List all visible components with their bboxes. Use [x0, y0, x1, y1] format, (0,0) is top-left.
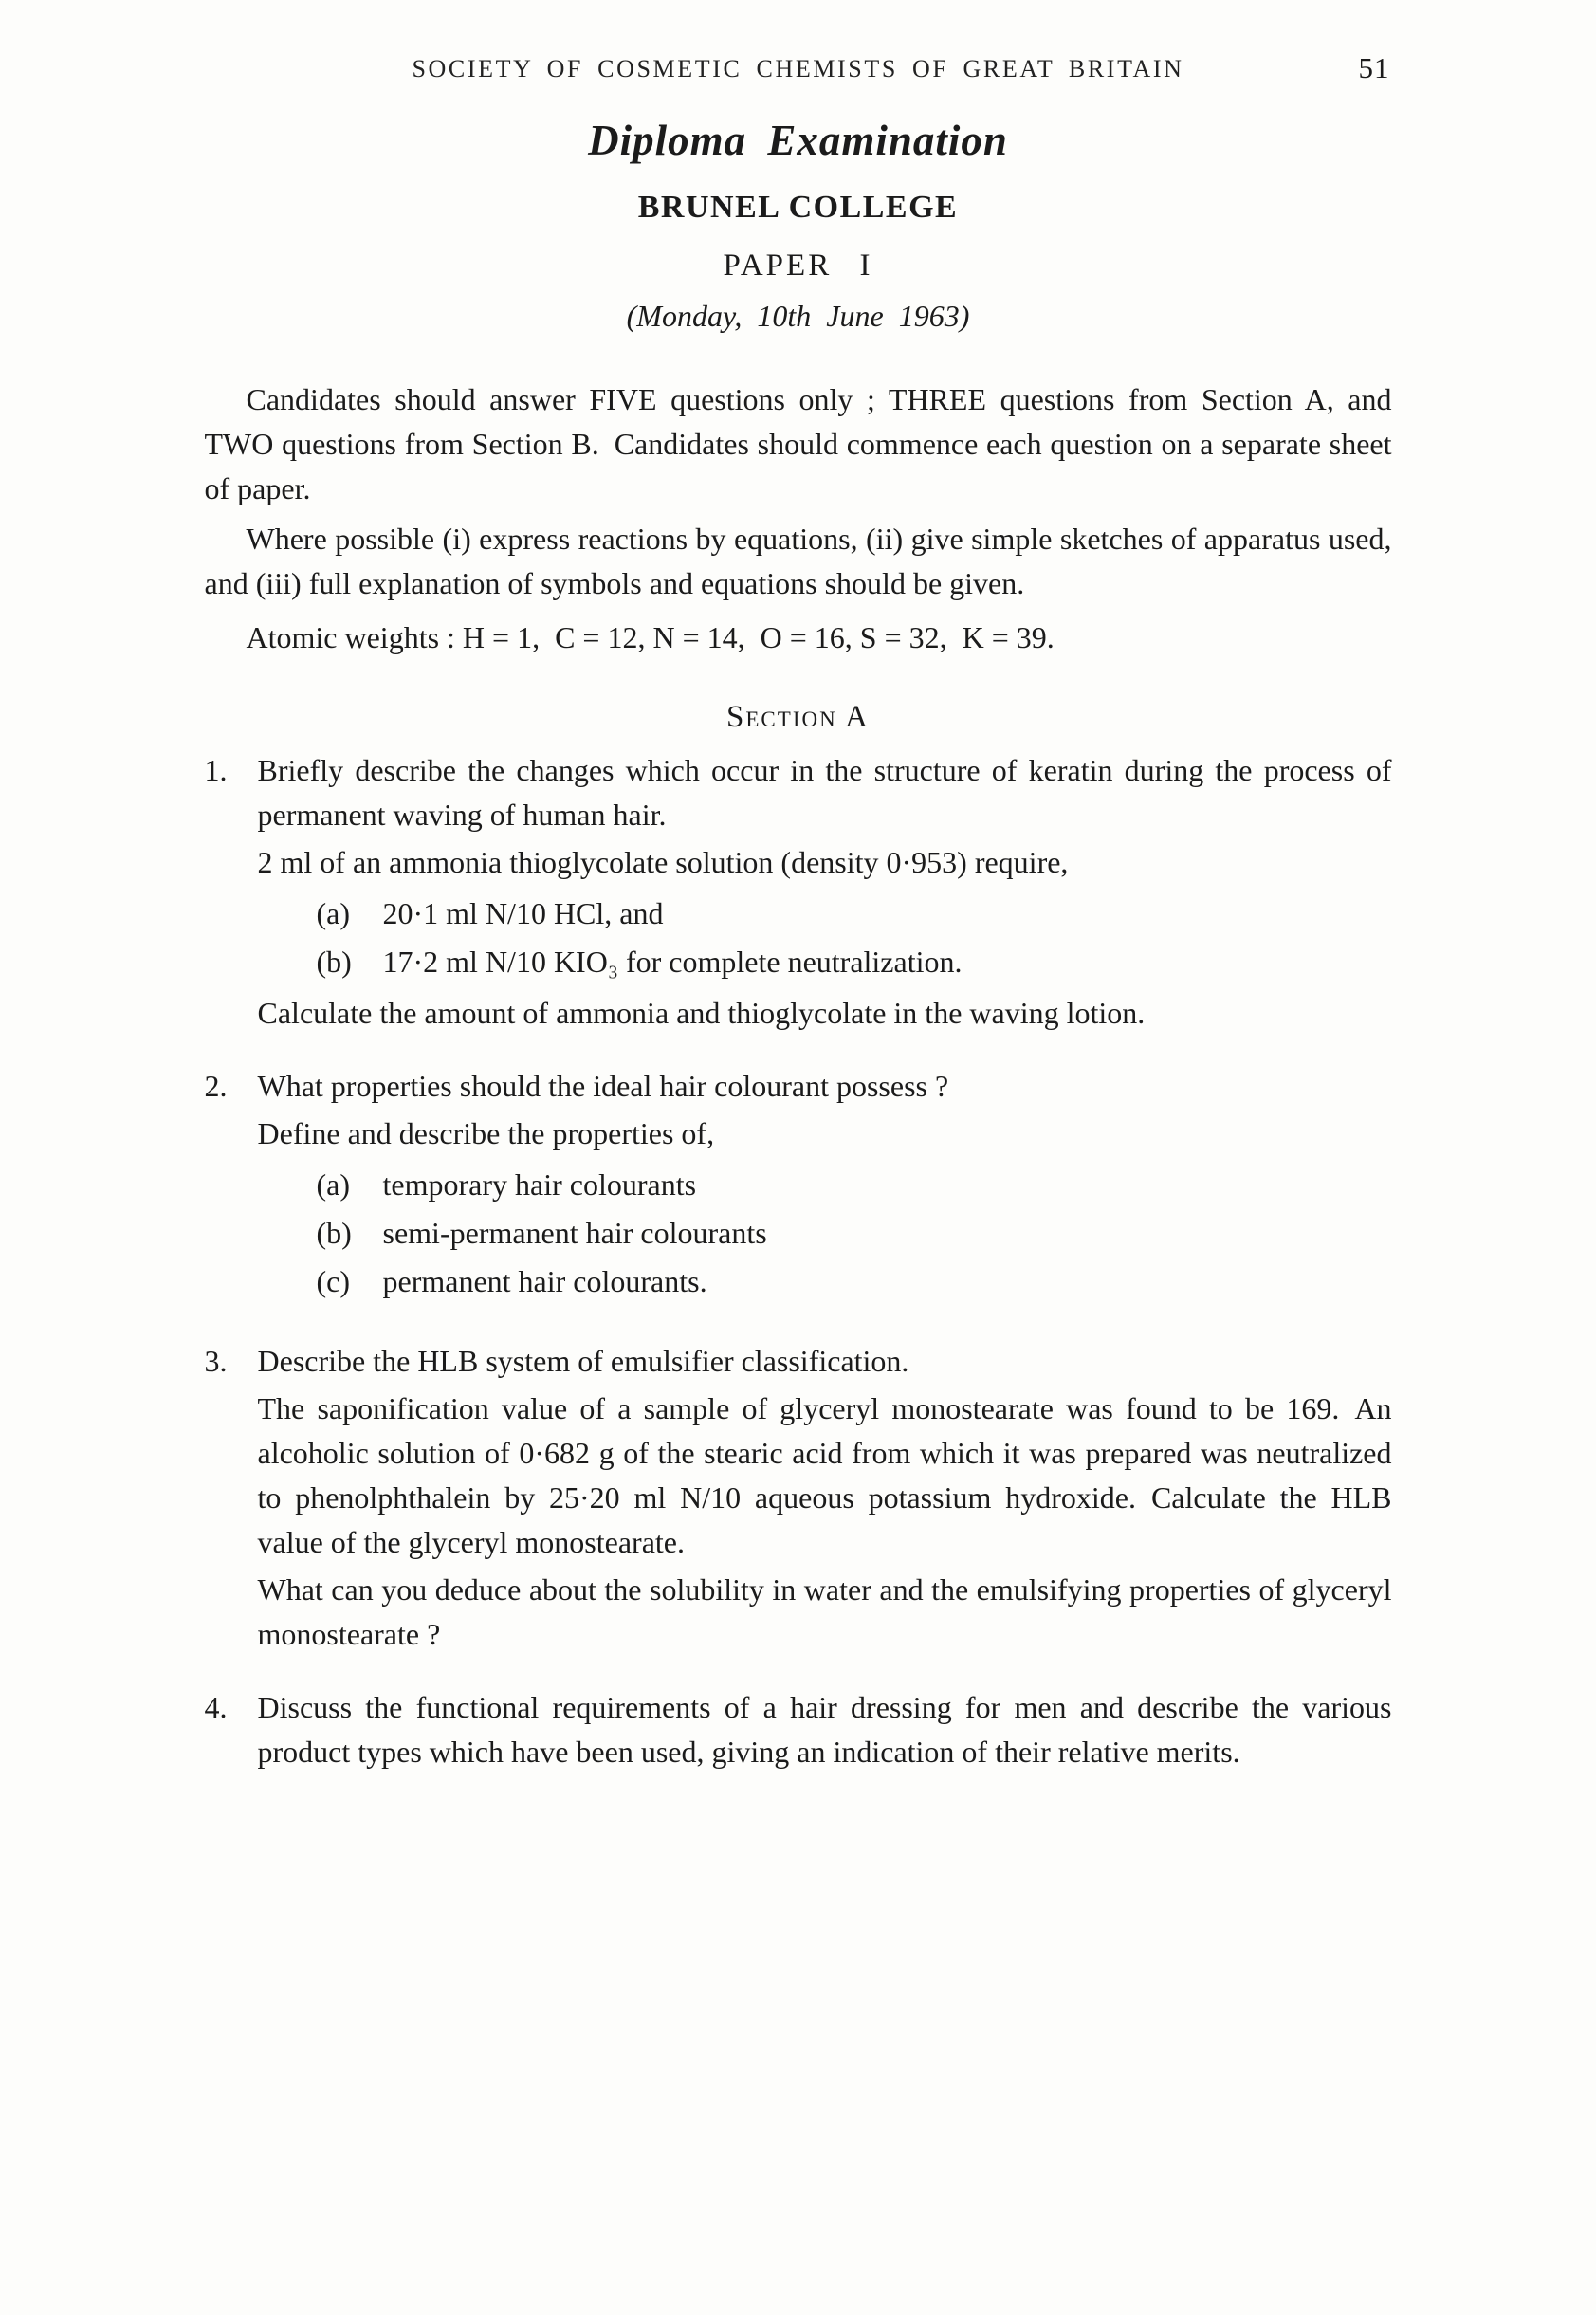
- item-text: semi-permanent hair colourants: [382, 1216, 767, 1250]
- document-title: Diploma Examination: [588, 117, 1008, 164]
- question-1-item-a: [258, 891, 1392, 936]
- question-3-number: 3.: [204, 1344, 228, 1378]
- question-3: [205, 1339, 1392, 1657]
- question-1-number: 1.: [204, 753, 228, 787]
- item-label: (a): [316, 1167, 351, 1202]
- running-header-title: SOCIETY OF COSMETIC CHEMISTS OF GREAT BRITAIN: [412, 55, 1184, 83]
- question-3-text: Describe the HLB system of emulsifier classification.: [257, 1344, 909, 1378]
- question-2-text: What properties should the ideal hair colourant possess ?: [257, 1069, 949, 1103]
- item-label: (a): [316, 896, 351, 930]
- item-label: (b): [316, 945, 352, 979]
- item-text: temporary hair colourants: [382, 1167, 697, 1202]
- paper-number: PAPER I: [723, 248, 873, 283]
- question-1-data-line: 2 ml of an ammonia thioglycolate solution (density 0·953) require,: [257, 845, 1069, 879]
- item-text: 17·2 ml N/10 KIO₃ for complete neutralization.: [382, 945, 963, 979]
- question-2-number: 2.: [204, 1069, 228, 1103]
- question-3-body: [258, 1339, 1392, 1657]
- item-text: 20·1 ml N/10 HCl, and: [382, 896, 664, 930]
- atomic-weights-line: Atomic weights : H = 1, C = 12, N = 14, O = 16, S = 32, K = 39.: [246, 620, 1055, 654]
- section-a-heading: Section A: [726, 700, 870, 734]
- page-number: 51: [1358, 51, 1390, 84]
- question-2-items: [258, 1163, 1392, 1304]
- college-name: BRUNEL COLLEGE: [637, 190, 959, 225]
- running-header: [205, 51, 1392, 91]
- page-content: [205, 0, 1392, 1774]
- question-1: [205, 748, 1392, 1036]
- item-label: (c): [316, 1264, 351, 1298]
- question-2-item-a: [258, 1163, 1392, 1207]
- question-3-closing: What can you deduce about the solubility in water and the emulsifying properties of glyceryl monostearate ?: [257, 1572, 1392, 1651]
- question-4-text: Discuss the functional requirements of a hair dressing for men and describe the various product types which have been used, giving an indication of their relative merits.: [257, 1690, 1392, 1769]
- question-2-item-c: [258, 1259, 1392, 1304]
- question-1-closing-line: Calculate the amount of ammonia and thioglycolate in the waving lotion.: [257, 996, 1146, 1030]
- question-1-item-b: [258, 940, 1392, 984]
- item-label: (b): [316, 1216, 352, 1250]
- question-1-body: [258, 748, 1392, 1036]
- question-2: [205, 1064, 1392, 1311]
- question-1-items: [258, 891, 1392, 984]
- question-4-number: 4.: [204, 1690, 228, 1724]
- instructions-paragraph-2: Where possible (i) express reactions by equations, (ii) give simple sketches of apparatus used, and (iii) full explanation of symbols and equations should be given.: [204, 522, 1392, 600]
- instructions-paragraph-1: Candidates should answer FIVE questions only ; THREE questions from Section A, and TWO questions from Section B. Candidates should commence each question on a separate sheet of paper.: [204, 382, 1392, 505]
- item-text: permanent hair colourants.: [382, 1264, 707, 1298]
- question-2-item-b: [258, 1211, 1392, 1256]
- question-2-subtext: Define and describe the properties of,: [257, 1116, 715, 1150]
- question-3-problem: The saponification value of a sample of glyceryl monostearate was found to be 169. An alcoholic solution of 0·682 g of the stearic acid from which it was prepared was neutralized to phenolphthalein by 25·20 ml N/10 aqueous potassium hydroxide. Calculate the HLB value of the glyceryl monostearate.: [257, 1391, 1392, 1559]
- question-1-text: Briefly describe the changes which occur in the structure of keratin during the process of permanent waving of human hair.: [257, 753, 1392, 832]
- question-2-body: [258, 1064, 1392, 1311]
- question-4-body: [258, 1685, 1392, 1774]
- question-4: [205, 1685, 1392, 1774]
- paper-date: (Monday, 10th June 1963): [626, 299, 970, 333]
